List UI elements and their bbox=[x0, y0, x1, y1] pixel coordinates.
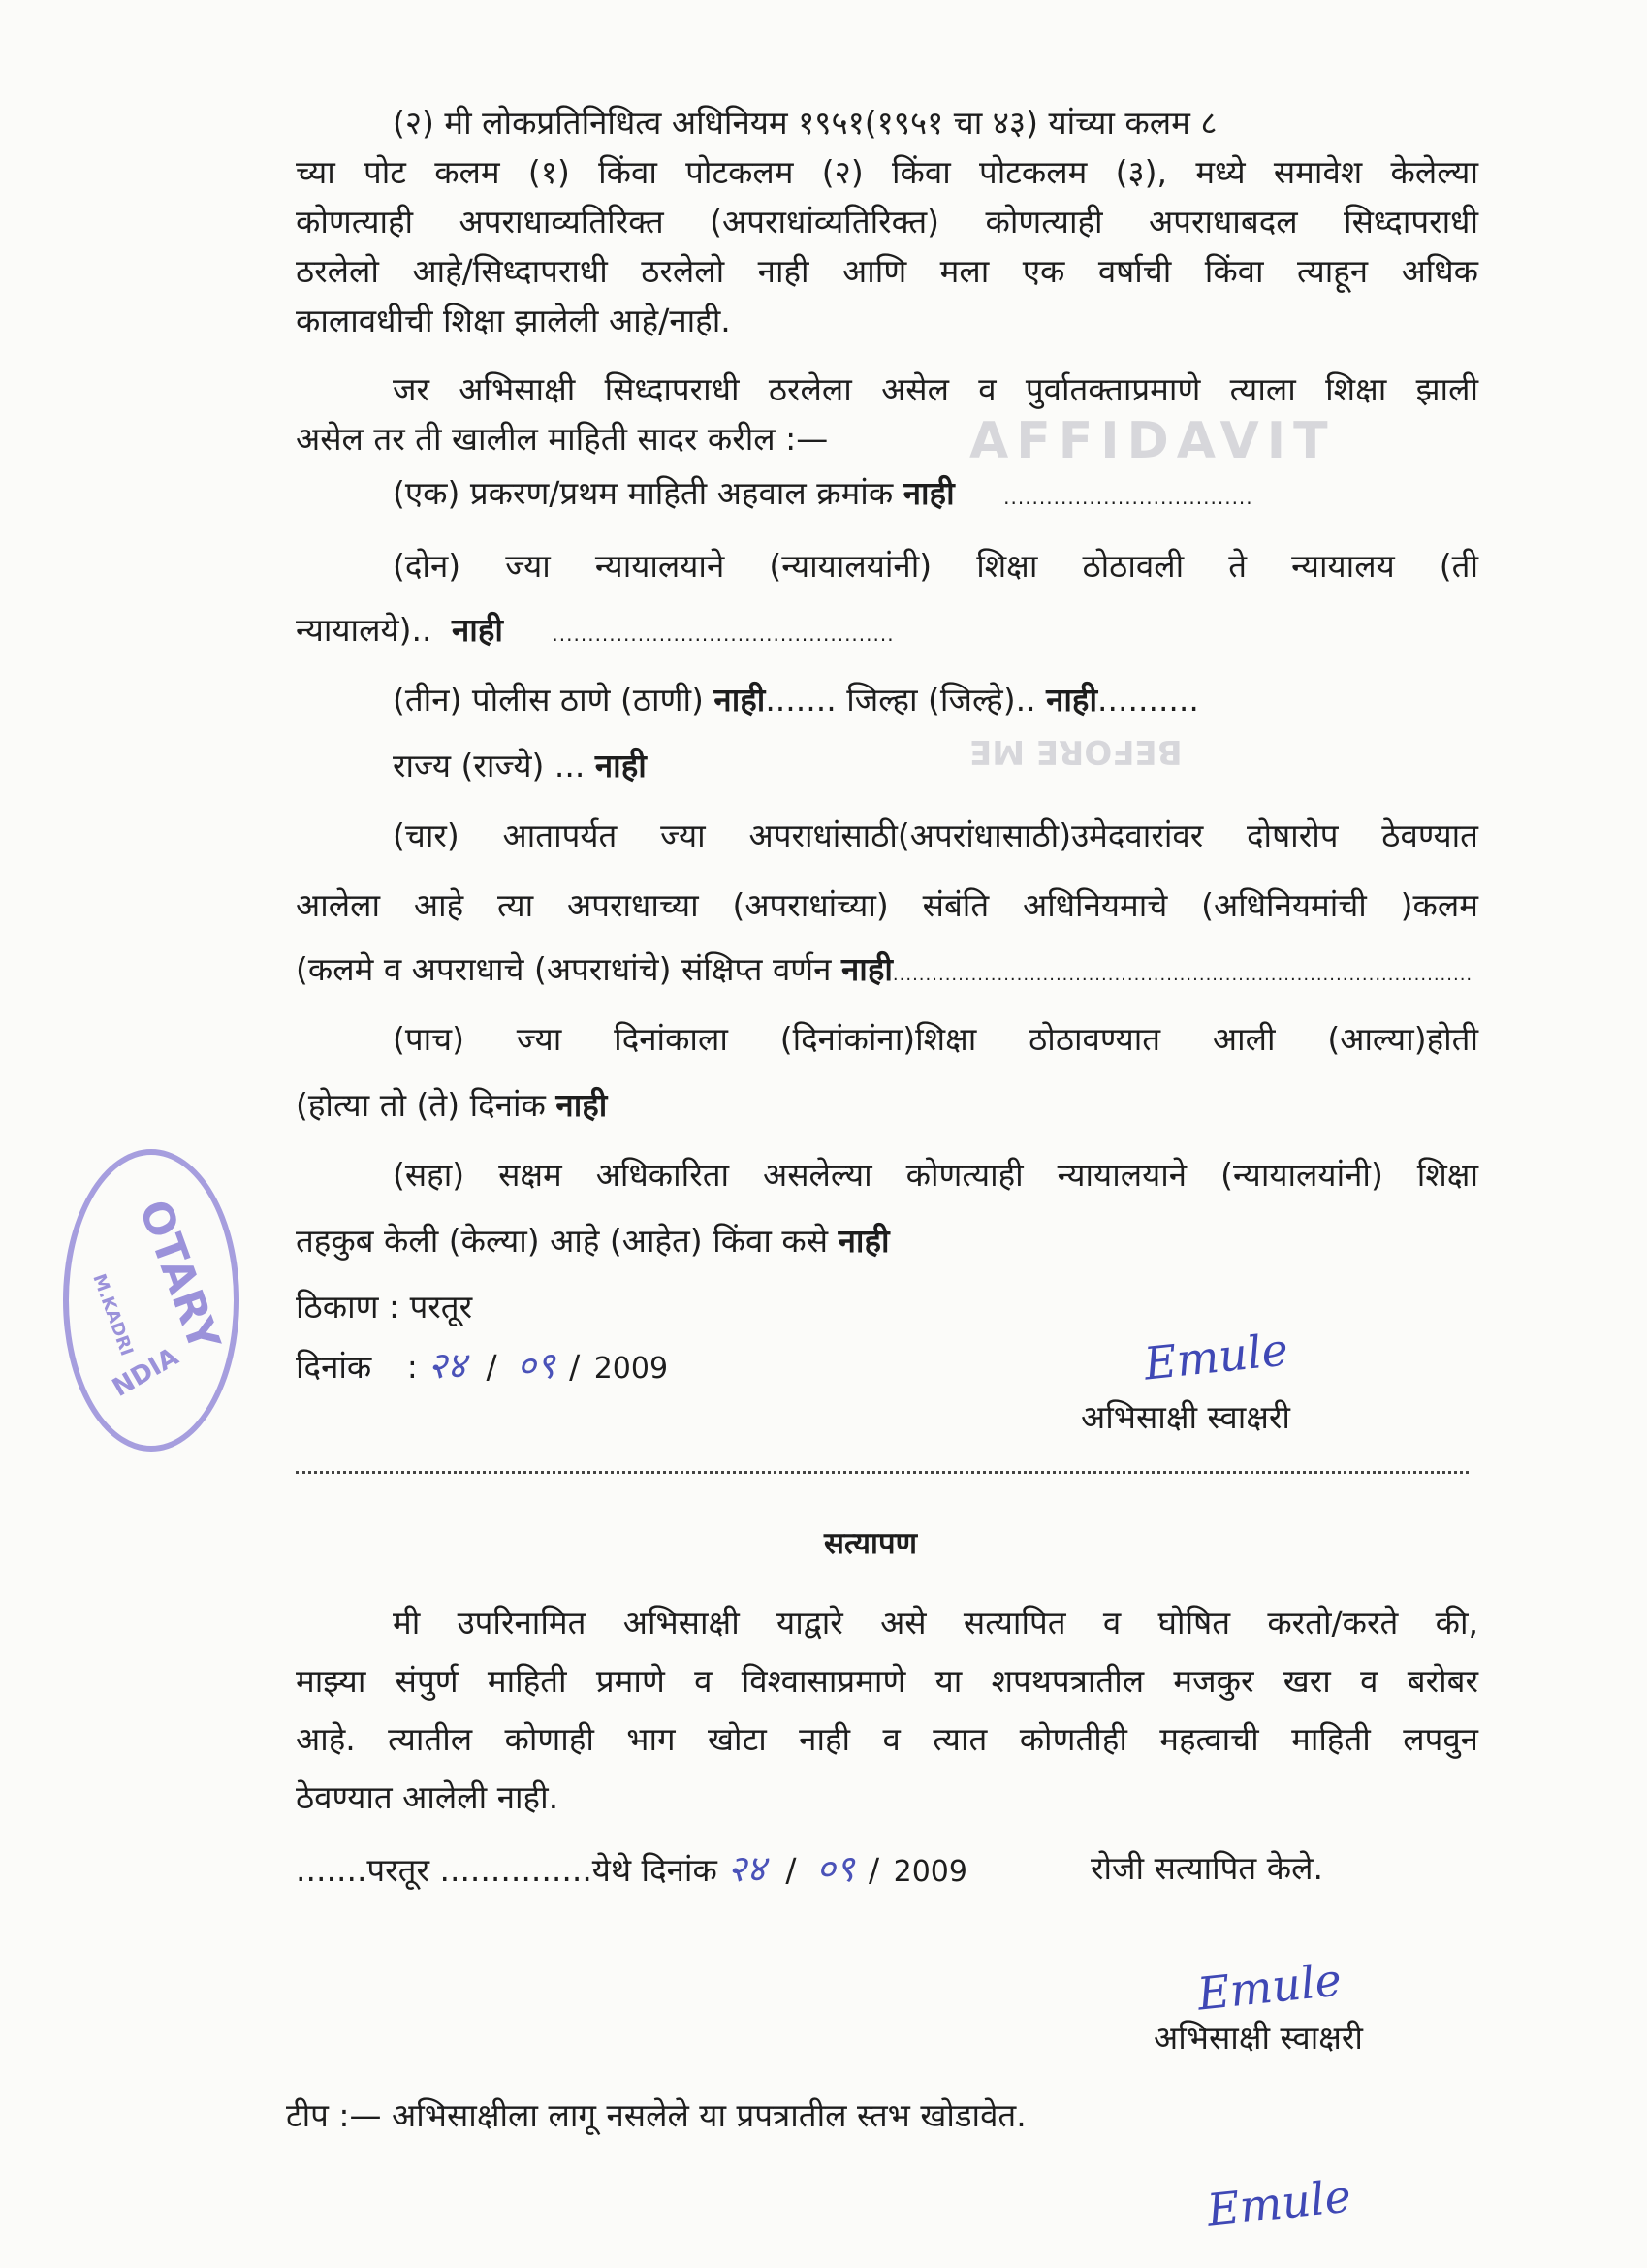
date1-label: दिनांक bbox=[296, 1348, 372, 1386]
date1-sep1: / bbox=[486, 1348, 497, 1386]
item4-line2: आलेला आहे त्या अपराधाच्या (अपराधांच्या) संबंति अधिनियमाचे (अधिनियमांची )कलम bbox=[296, 886, 1478, 924]
date2-month: ०९ bbox=[815, 1847, 855, 1890]
item2-dots: ................................................ bbox=[552, 623, 895, 646]
para1-line3: कोणत्याही अपराधाव्यतिरिक्त (अपराधांव्यतिरिक्त) कोणत्याही अपराधाबदल सिध्दापराधी bbox=[296, 203, 1478, 240]
background-before-me-stamp: BEFORE ME bbox=[969, 732, 1183, 771]
background-affidavit-stamp: AFFIDAVIT bbox=[969, 412, 1336, 470]
signature2-handwriting: Emule bbox=[1194, 1953, 1345, 2021]
item3-line bbox=[393, 679, 1199, 721]
item6-line2 bbox=[296, 1220, 890, 1262]
item3-mid: ....... जिल्हा (जिल्हे).. bbox=[765, 681, 1036, 719]
note-text: टीप :— अभिसाक्षीला लागू नसलेले या प्रपत्रातील स्तभ खोडावेत. bbox=[286, 2096, 1027, 2134]
para1-line1: (२) मी लोकप्रतिनिधित्व अधिनियम १९५१(१९५१ चा ४३) यांच्या कलम ८ bbox=[393, 104, 1218, 142]
notary-stamp-bottom: NDIA bbox=[108, 1342, 184, 1403]
verification-line3: आहे. त्यातील कोणाही भाग खोटा नाही व त्यात कोणतीही महत्वाची माहिती लपवुन bbox=[296, 1720, 1478, 1758]
date1-sep2: / bbox=[569, 1348, 581, 1386]
item1-text: (एक) प्रकरण/प्रथम माहिती अहवाल क्रमांक bbox=[393, 474, 894, 512]
item4-dots: ......................................................................................... bbox=[892, 965, 1473, 985]
item2-line1: (दोन) ज्या न्यायालयाने (न्यायालयांनी) शिक्षा ठोठावली ते न्यायालय (ती bbox=[393, 547, 1478, 585]
verification-line1: मी उपरिनामित अभिसाक्षी याद्वारे असे सत्यापित व घोषित करतो/करते की, bbox=[393, 1604, 1478, 1642]
verification-heading: सत्यापण bbox=[824, 1526, 917, 1561]
notary-stamp bbox=[63, 1149, 239, 1452]
date1-day: २४ bbox=[428, 1344, 466, 1387]
para1-line4: ठरलेलो आहे/सिध्दापराधी ठरलेलो नाही आणि मला एक वर्षाची किंवा त्याहून अधिक bbox=[296, 252, 1478, 290]
date2-line bbox=[296, 1847, 967, 1894]
notary-stamp-top: OTARY bbox=[129, 1194, 230, 1358]
item3-answer1: नाही bbox=[713, 681, 766, 719]
date1-line bbox=[296, 1344, 668, 1390]
item6-line1: (सहा) सक्षम अधिकारिता असलेल्या कोणत्याही न्यायालयाने (न्यायालयांनी) शिक्षा bbox=[393, 1156, 1478, 1194]
item1-line bbox=[393, 472, 1253, 519]
item6-prefix: तहकुब केली (केल्या) आहे (आहेत) किंवा कसे bbox=[296, 1222, 829, 1260]
signature1-handwriting: Emule bbox=[1141, 1323, 1291, 1390]
item1-answer: नाही bbox=[903, 474, 955, 512]
item3-dots: .......... bbox=[1097, 681, 1199, 719]
item3b-prefix: राज्य (राज्ये) ... bbox=[393, 747, 586, 784]
item5-prefix: (होत्या तो (ते) दिनांक bbox=[296, 1086, 546, 1124]
signature2-caption: अभिसाक्षी स्वाक्षरी bbox=[1154, 2019, 1363, 2057]
para1-line2: च्या पोट कलम (१) किंवा पोटकलम (२) किंवा पोटकलम (३), मध्ये समावेश केलेल्या bbox=[296, 153, 1478, 191]
date1-year: 2009 bbox=[593, 1352, 669, 1386]
item2-answer: नाही bbox=[451, 611, 503, 649]
item3b-answer: नाही bbox=[594, 747, 647, 784]
item3b-line bbox=[393, 745, 647, 787]
item5-answer: नाही bbox=[555, 1086, 608, 1124]
notary-stamp-name: M.KADRI bbox=[88, 1271, 138, 1359]
item3-prefix: (तीन) पोलीस ठाणे (ठाणी) bbox=[393, 681, 704, 719]
item4-answer: नाही bbox=[840, 950, 893, 988]
para1-line5: कालावधीची शिक्षा झालेली आहे/नाही. bbox=[296, 302, 731, 339]
para2-line1: जर अभिसाक्षी सिध्दापराधी ठरलेला असेल व पुर्वातक्ताप्रमाणे त्याला शिक्षा झाली bbox=[393, 370, 1478, 408]
date1-month: ०९ bbox=[517, 1344, 555, 1387]
para2-line2: असेल तर ती खालील माहिती सादर करील :— bbox=[296, 420, 829, 458]
date1-colon: : bbox=[406, 1348, 418, 1386]
date2-day: २४ bbox=[727, 1847, 766, 1890]
item4-line3 bbox=[296, 948, 1473, 997]
signature3-handwriting: Emule bbox=[1204, 2169, 1354, 2237]
item6-answer: नाही bbox=[838, 1222, 890, 1260]
item5-line1: (पाच) ज्या दिनांकाला (दिनांकांना)शिक्षा ठोठावण्यात आली (आल्या)होती bbox=[393, 1020, 1478, 1058]
place-label: ठिकाण : परतूर bbox=[296, 1288, 473, 1326]
item2-prefix: न्यायालये).. bbox=[296, 611, 432, 649]
item3-answer2: नाही bbox=[1046, 681, 1097, 719]
date2-year: 2009 bbox=[893, 1855, 967, 1889]
dotted-separator bbox=[296, 1471, 1469, 1474]
item5-line2 bbox=[296, 1084, 607, 1127]
item4-prefix: (कलमे व अपराधाचे (अपराधांचे) संक्षिप्त वर्णन bbox=[296, 950, 832, 988]
item2-line2 bbox=[296, 609, 895, 655]
item4-line1: (चार) आतापर्यत ज्या अपराधांसाठी(अपरांधासाठी)उमेदवारांवर दोषारोप ठेवण्यात bbox=[393, 816, 1478, 854]
date2-prefix: .......परतूर ...............येथे दिनांक bbox=[296, 1851, 717, 1889]
signature1-caption: अभिसाक्षी स्वाक्षरी bbox=[1081, 1398, 1290, 1436]
date2-sep1: / bbox=[785, 1851, 797, 1889]
verification-line4: ठेवण्यात आलेली नाही. bbox=[296, 1778, 559, 1816]
date2-suffix: रोजी सत्यापित केले. bbox=[1091, 1849, 1323, 1887]
item1-dots: ................................... bbox=[1003, 486, 1253, 509]
date2-sep2: / bbox=[869, 1851, 880, 1889]
verification-line2: माझ्या संपुर्ण माहिती प्रमाणे व विश्वासाप्रमाणे या शपथपत्रातील मजकुर खरा व बरोबर bbox=[296, 1662, 1478, 1700]
